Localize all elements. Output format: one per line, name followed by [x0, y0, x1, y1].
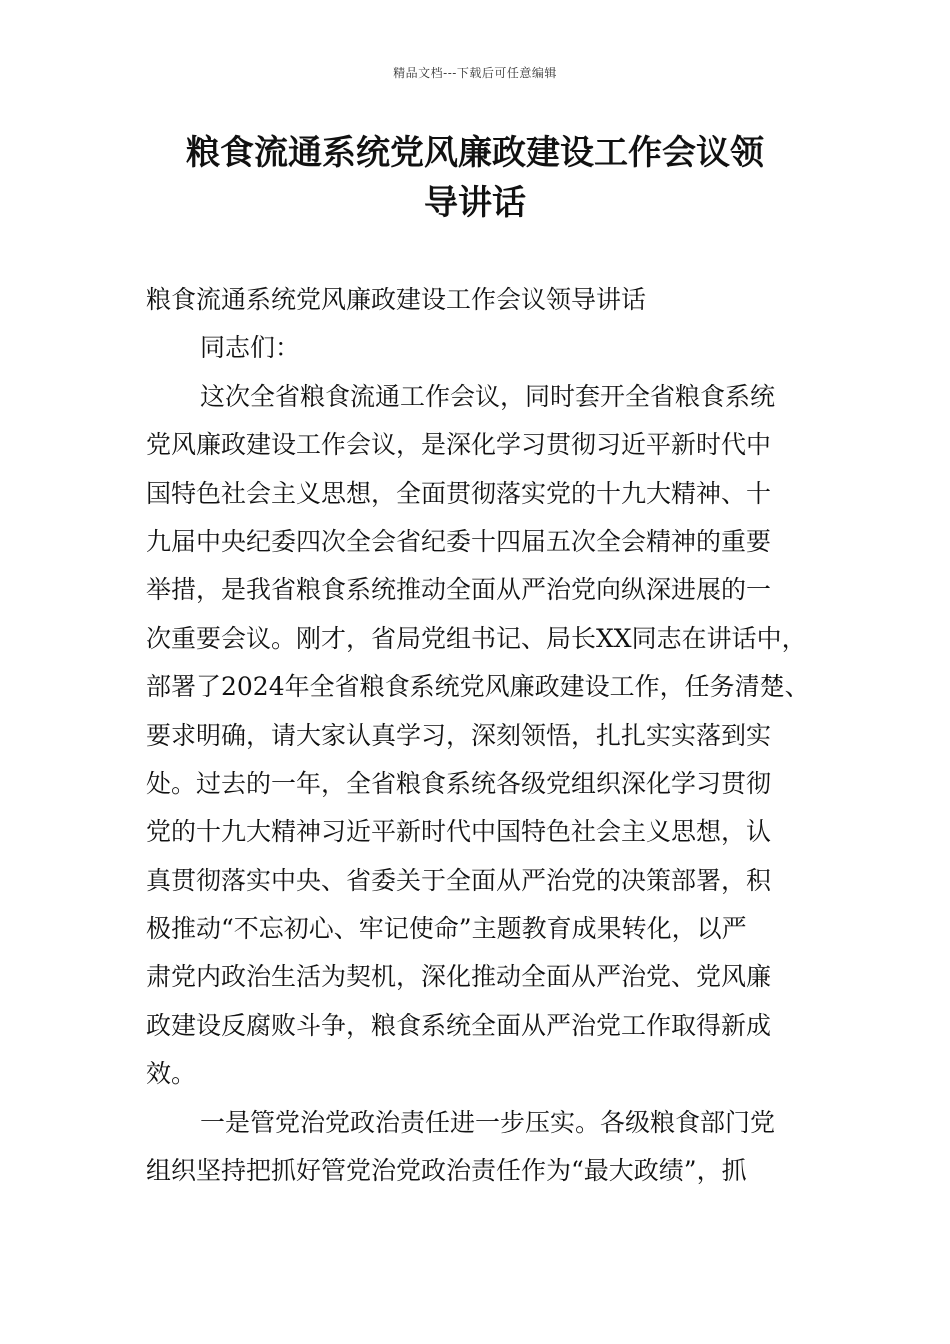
paragraph-line: 要求明确，请大家认真学习，深刻领悟，扎扎实实落到实 — [146, 720, 772, 750]
salutation: 同志们： — [200, 333, 301, 363]
paragraph-line: 次重要会议。刚才，省局党组书记、局长XX同志在讲话中， — [146, 623, 807, 653]
header-note: 精品文档---下载后可任意编辑 — [393, 66, 557, 80]
document-body — [146, 276, 836, 1195]
paragraph-line: 九届中央纪委四次全会省纪委十四届五次全会精神的重要 — [146, 526, 772, 556]
title-line: 粮食流通系统党风廉政建设工作会议领 — [186, 133, 764, 173]
paragraph-line: 举措，是我省粮食系统推动全面从严治党向纵深进展的一 — [146, 575, 772, 605]
paragraph-line: 肃党内政治生活为契机，深化推动全面从严治党、党风廉 — [146, 962, 772, 992]
paragraph-line: 组织坚持把抓好管党治党政治责任作为“最大政绩”，抓 — [146, 1156, 747, 1186]
paragraph-line: 这次全省粮食流通工作会议，同时套开全省粮食系统 — [200, 381, 776, 411]
paragraph-line: 处。过去的一年，全省粮食系统各级党组织深化学习贯彻 — [146, 768, 772, 798]
paragraph-line: 党的十九大精神习近平新时代中国特色社会主义思想，认 — [146, 817, 772, 847]
paragraph-line: 国特色社会主义思想，全面贯彻落实党的十九大精神、十 — [146, 478, 772, 508]
paragraph-line: 效。 — [146, 1059, 197, 1089]
paragraph-line: 党风廉政建设工作会议，是深化学习贯彻习近平新时代中 — [146, 430, 772, 460]
paragraph-line: 极推动“不忘初心、牢记使命”主题教育成果转化，以严 — [146, 914, 747, 944]
paragraph-line: 一是管党治党政治责任进一步压实。各级粮食部门党 — [200, 1107, 776, 1137]
paragraph-line: 政建设反腐败斗争，粮食系统全面从严治党工作取得新成 — [146, 1010, 772, 1040]
document-title — [120, 128, 830, 228]
subtitle-line: 粮食流通系统党风廉政建设工作会议领导讲话 — [146, 285, 647, 314]
paragraph-line: 部署了2024年全省粮食系统党风廉政建设工作，任务清楚、 — [146, 672, 810, 702]
title-line: 导讲话 — [424, 183, 526, 223]
paragraph-line: 真贯彻落实中央、省委关于全面从严治党的决策部署，积 — [146, 865, 772, 895]
